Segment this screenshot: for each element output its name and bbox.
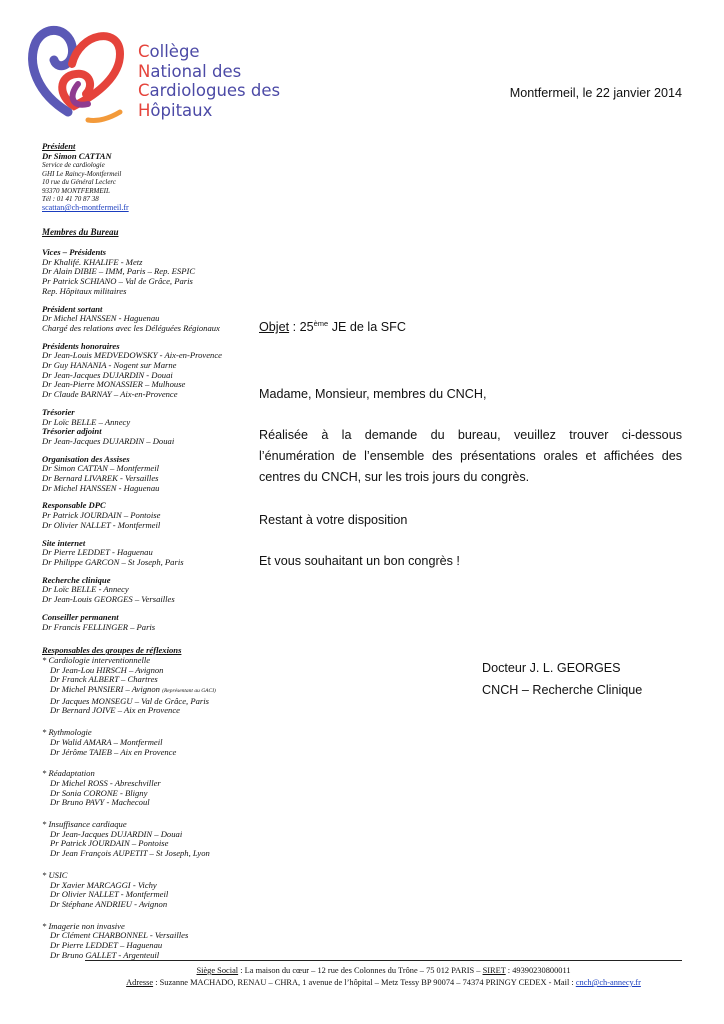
group-title: * Cardiologie interventionnelle bbox=[42, 654, 151, 665]
group-readaptation bbox=[42, 769, 247, 808]
member-line: Dr Jean-Louis MEDVEDOWSKY - Aix-en-Provence bbox=[42, 350, 222, 361]
member-line: Chargé des relations avec les Déléguées Régionaux bbox=[42, 322, 220, 333]
group-title: * Réadaptation bbox=[42, 768, 95, 779]
tresorier-section bbox=[42, 408, 247, 447]
groupes-title: Responsables des groupes de réflexions bbox=[42, 645, 182, 656]
adresse-label: Adresse bbox=[126, 978, 154, 987]
group-insuffisance bbox=[42, 820, 247, 859]
member-line: Dr Loïc BELLE – Annecy bbox=[42, 416, 131, 427]
president-block bbox=[42, 142, 247, 213]
dpc-section bbox=[42, 501, 247, 530]
member-line: Pr Patrick JOURDAIN – Pontoise bbox=[42, 510, 161, 521]
member-line: Pr Patrick JOURDAIN – Pontoise bbox=[50, 838, 169, 849]
signature-block bbox=[482, 657, 642, 701]
member-line: Dr Bruno GALLET - Argenteuil bbox=[50, 949, 160, 960]
group-usic bbox=[42, 871, 247, 910]
section-heading: Responsable DPC bbox=[42, 500, 106, 511]
member-line: Dr Jean-Jacques DUJARDIN – Douai bbox=[42, 435, 175, 446]
member-name: Dr Michel PANSIERI – Avignon bbox=[50, 684, 160, 695]
member-line: Rep. Hôpitaux militaires bbox=[42, 285, 127, 296]
honoraires-section bbox=[42, 342, 247, 400]
member-line: Dr Stéphane ANDRIEU - Avignon bbox=[50, 898, 168, 909]
objet-number: : 25 bbox=[289, 320, 314, 334]
closing-wishes: Et vous souhaitant un bon congrès ! bbox=[259, 554, 460, 568]
objet-text: JE de la SFC bbox=[328, 320, 406, 334]
group-title: * USIC bbox=[42, 869, 68, 880]
president-line: Service de cardiologie bbox=[42, 161, 105, 170]
group-cardiologie bbox=[42, 656, 247, 716]
logo-orange-tail bbox=[88, 112, 120, 121]
footer-email-link[interactable]: cnch@ch-annecy.fr bbox=[575, 978, 641, 987]
section-heading: Présidents honoraires bbox=[42, 340, 120, 351]
member-line: Dr Michel ROSS - Abreschviller bbox=[50, 777, 161, 788]
member-line: Dr Walid AMARA – Montfermeil bbox=[50, 736, 163, 747]
section-heading: Conseiller permanent bbox=[42, 611, 119, 622]
member-line bbox=[42, 685, 247, 697]
member-line: Dr Khalifé. KHALIFE - Metz bbox=[42, 256, 143, 267]
body-paragraph: Réalisée à la demande du bureau, veuillez trouver ci-dessous l’énumération de l’ensemble des présentations orales et affichées des centres du CNCH, sur les trois jours du congrès. bbox=[259, 428, 682, 484]
siret-label: SIRET bbox=[482, 966, 506, 975]
section-heading: Site internet bbox=[42, 537, 86, 548]
member-line: Dr Pierre LEDDET – Haguenau bbox=[50, 940, 163, 951]
member-line: Dr Jean-Louis GEORGES – Versailles bbox=[42, 594, 175, 605]
member-line: Dr Jean-Pierre MONASSIER – Mulhouse bbox=[42, 379, 186, 390]
site-section bbox=[42, 539, 247, 568]
member-line: Dr Jean-Jacques DUJARDIN – Douai bbox=[50, 828, 183, 839]
member-line: Dr Olivier NALLET - Montfermeil bbox=[50, 889, 169, 900]
member-line: Dr Francis FELLINGER – Paris bbox=[42, 621, 156, 632]
section-heading: Président sortant bbox=[42, 303, 103, 314]
group-title: * Insuffisance cardiaque bbox=[42, 819, 127, 830]
logo-line: Cardiologues des bbox=[138, 81, 281, 100]
place-date: Montfermeil, le 22 janvier 2014 bbox=[509, 86, 682, 100]
member-line: Dr Sonia CORONE - Bligny bbox=[50, 787, 148, 798]
objet-superscript: ème bbox=[313, 318, 329, 328]
member-line: Dr Olivier NALLET - Montfermeil bbox=[42, 519, 161, 530]
member-line: Dr Simon CATTAN – Montfermeil bbox=[42, 463, 159, 474]
bureau-list bbox=[42, 248, 247, 968]
signature-role: CNCH – Recherche Clinique bbox=[482, 683, 643, 697]
college-name bbox=[138, 42, 280, 120]
sortant-section bbox=[42, 305, 247, 334]
president-heading: Président bbox=[42, 141, 76, 151]
group-title: * Imagerie non invasive bbox=[42, 920, 125, 931]
bureau-title-text: Membres du Bureau bbox=[42, 227, 119, 237]
member-line: Dr Claude BARNAY – Aix-en-Provence bbox=[42, 389, 178, 400]
member-note: (Représentant au GACI) bbox=[162, 688, 216, 695]
member-line: Dr Xavier MARCAGGI - Vichy bbox=[50, 879, 157, 890]
cnch-heart-logo bbox=[28, 24, 128, 134]
logo-line: National des bbox=[138, 61, 242, 81]
member-line: Dr Guy HANANIA - Nogent sur Marne bbox=[42, 360, 177, 371]
member-line: Dr Philippe GARCON – St Joseph, Paris bbox=[42, 556, 184, 567]
section-heading: Trésorier adjoint bbox=[42, 426, 102, 437]
member-line: Dr Jacques MONSEGU – Val de Grâce, Paris bbox=[50, 695, 209, 706]
siege-label: Siège Social bbox=[196, 966, 239, 975]
bureau-title bbox=[42, 228, 247, 238]
member-line: Dr Jean-Lou HIRSCH – Avignon bbox=[50, 664, 164, 675]
objet-line bbox=[259, 320, 406, 334]
section-heading: Organisation des Assises bbox=[42, 453, 130, 464]
section-heading: Trésorier bbox=[42, 406, 75, 417]
section-heading: Recherche clinique bbox=[42, 574, 111, 585]
president-name: Dr Simon CATTAN bbox=[42, 150, 112, 161]
member-line: Dr Jean François AUPETIT – St Joseph, Lyon bbox=[50, 848, 210, 859]
president-email-link[interactable]: scattan@ch-montfermeil.fr bbox=[42, 203, 129, 213]
member-line: Dr Bernard JOIVE – Aix en Provence bbox=[50, 705, 180, 716]
assises-section bbox=[42, 455, 247, 494]
adresse-text: : Suzanne MACHADO, RENAU – CHRA, 1 avenue de l’hôpital – Metz Tessy BP 90074 – 74374 PRINGY CEDEX - Mail : bbox=[153, 978, 576, 987]
closing-availability: Restant à votre disposition bbox=[259, 513, 408, 527]
member-line: Dr Loïc BELLE - Annecy bbox=[42, 584, 129, 595]
member-line: Dr Michel HANSSEN - Haguenau bbox=[42, 482, 160, 493]
member-line: Dr Bruno PAVY - Machecoul bbox=[50, 797, 150, 808]
member-line: Dr Jean-Jacques DUJARDIN - Douai bbox=[42, 369, 173, 380]
group-title: * Rythmologie bbox=[42, 727, 92, 738]
member-line: Dr Bernard LIVAREK - Versailles bbox=[42, 473, 159, 484]
group-rythmologie bbox=[42, 728, 247, 757]
member-line: Pr Patrick SCHIANO – Val de Grâce, Paris bbox=[42, 276, 193, 287]
member-line: Dr Franck ALBERT – Chartres bbox=[50, 674, 158, 685]
member-line: Dr Pierre LEDDET - Haguenau bbox=[42, 547, 153, 558]
section-heading: Vices – Présidents bbox=[42, 247, 106, 257]
siret-number: : 49390230800011 bbox=[505, 966, 571, 975]
president-line: 10 rue du Général Leclerc bbox=[42, 178, 116, 187]
siege-text: : La maison du cœur – 12 rue des Colonnes du Trône – 75 012 PARIS – bbox=[238, 966, 483, 975]
president-line: GHI Le Raincy-Montfermeil bbox=[42, 169, 122, 178]
logo-line: Hôpitaux bbox=[138, 100, 213, 120]
signature-name: Docteur J. L. GEORGES bbox=[482, 661, 621, 675]
recherche-section bbox=[42, 576, 247, 605]
vices-section bbox=[42, 248, 247, 297]
salutation: Madame, Monsieur, membres du CNCH, bbox=[259, 387, 487, 401]
member-line: Dr Clément CHARBONNEL - Versailles bbox=[50, 930, 189, 941]
logo-line: Collège bbox=[138, 42, 200, 61]
member-line: Dr Jérôme TAIEB – Aix en Provence bbox=[50, 746, 177, 757]
conseiller-section bbox=[42, 613, 247, 632]
footer-adresse bbox=[85, 978, 682, 989]
objet-label: Objet bbox=[259, 320, 290, 334]
group-imagerie bbox=[42, 922, 247, 961]
president-line: 93370 MONTFERMEIL bbox=[42, 186, 110, 195]
president-line: Tél : 01 41 70 87 38 bbox=[42, 195, 99, 204]
footer-siege bbox=[85, 966, 682, 977]
member-line: Dr Alain DIBIE – IMM, Paris – Rep. ESPIC bbox=[42, 266, 196, 277]
member-line: Dr Michel HANSSEN - Haguenau bbox=[42, 313, 160, 324]
footer-divider bbox=[85, 960, 682, 961]
